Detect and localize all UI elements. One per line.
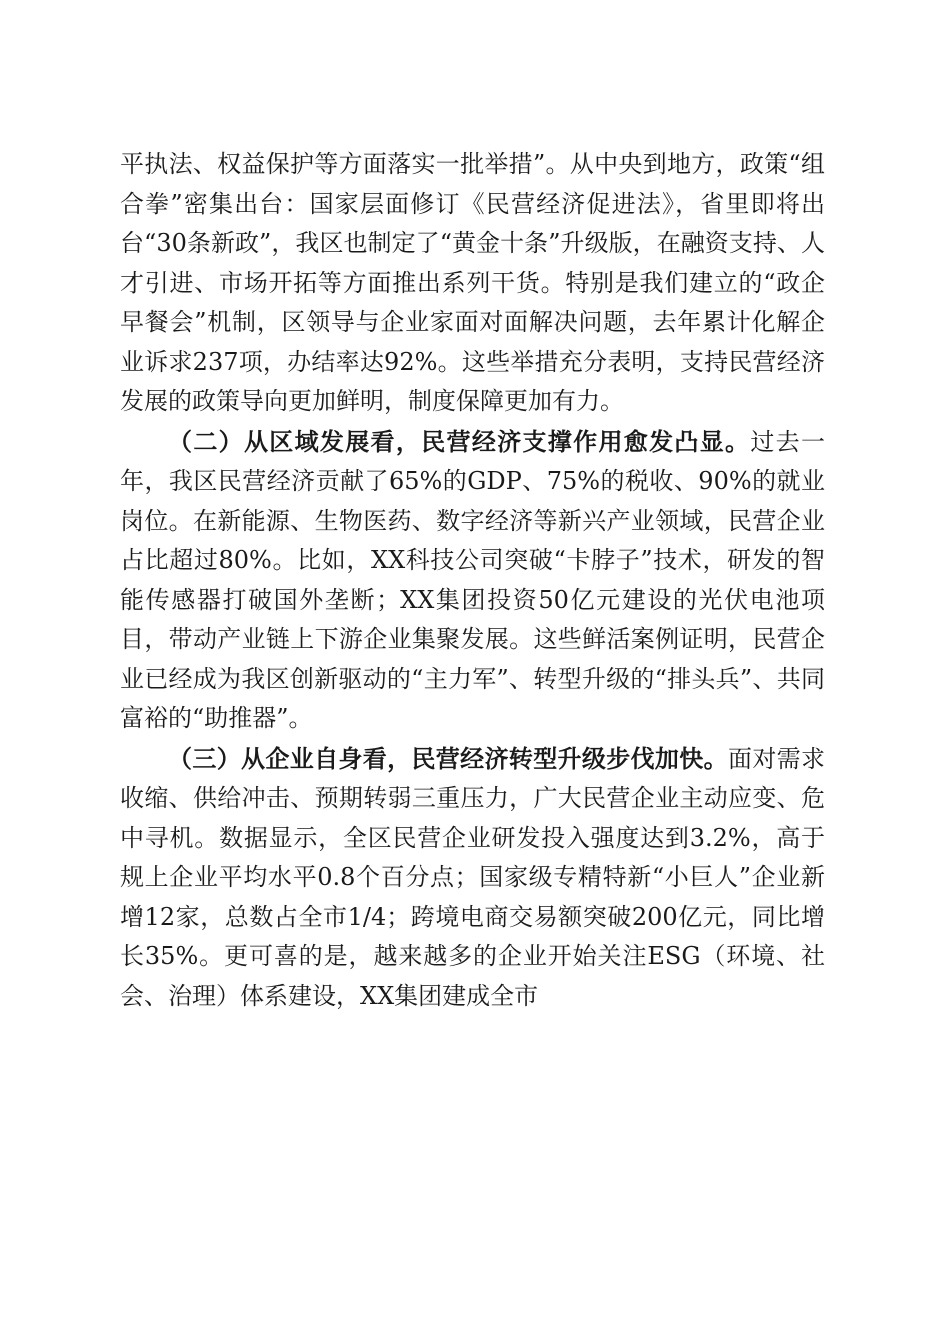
paragraph-regional-development — [120, 422, 825, 739]
paragraph-text: 面对需求收缩、供给冲击、预期转弱三重压力，广大民营企业主动应变、危中寻机。数据显示，全区民营企业研发投入强度达到3.2%，高于规上企业平均水平0.8个百分点；国家级专精特新“小巨人”企业新增12家，总数占全市1/4；跨境电商交易额突破200亿元，同比增长35%。更可喜的是，越来越多的企业开始关注ESG（环境、社会、治理）体系建设，XX集团建成全市 — [120, 744, 826, 1010]
paragraph-policy — [120, 145, 825, 422]
paragraph-enterprise-upgrade — [120, 739, 825, 1017]
document-page — [120, 145, 825, 1016]
paragraph-heading: （二）从区域发展看，民营经济支撑作用愈发凸显。 — [168, 426, 751, 456]
paragraph-text: 平执法、权益保护等方面落实一批举措”。从中央到地方，政策“组合拳”密集出台：国家层面修订《民营经济促进法》，省里即将出台“30条新政”，我区也制定了“黄金十条”升级版，在融资支持、人才引进、市场开拓等方面推出系列干货。特别是我们建立的“政企早餐会”机制，区领导与企业家面对面解决问题，去年累计化解企业诉求237项，办结率达92%。这些举措充分表明，支持民营经济发展的政策导向更加鲜明，制度保障更加有力。 — [120, 150, 825, 415]
paragraph-text: 过去一年，我区民营经济贡献了65%的GDP、75%的税收、90%的就业岗位。在新能源、生物医药、数字经济等新兴产业领域，民营企业占比超过80%。比如，XX科技公司突破“卡脖子”技术，研发的智能传感器打破国外垄断；XX集团投资50亿元建设的光伏电池项目，带动产业链上下游企业集聚发展。这些鲜活案例证明，民营企业已经成为我区创新驱动的“主力军”、转型升级的“排头兵”、共同富裕的“助推器”。 — [120, 427, 825, 732]
paragraph-heading: （三）从企业自身看，民营经济转型升级步伐加快。 — [168, 743, 728, 773]
